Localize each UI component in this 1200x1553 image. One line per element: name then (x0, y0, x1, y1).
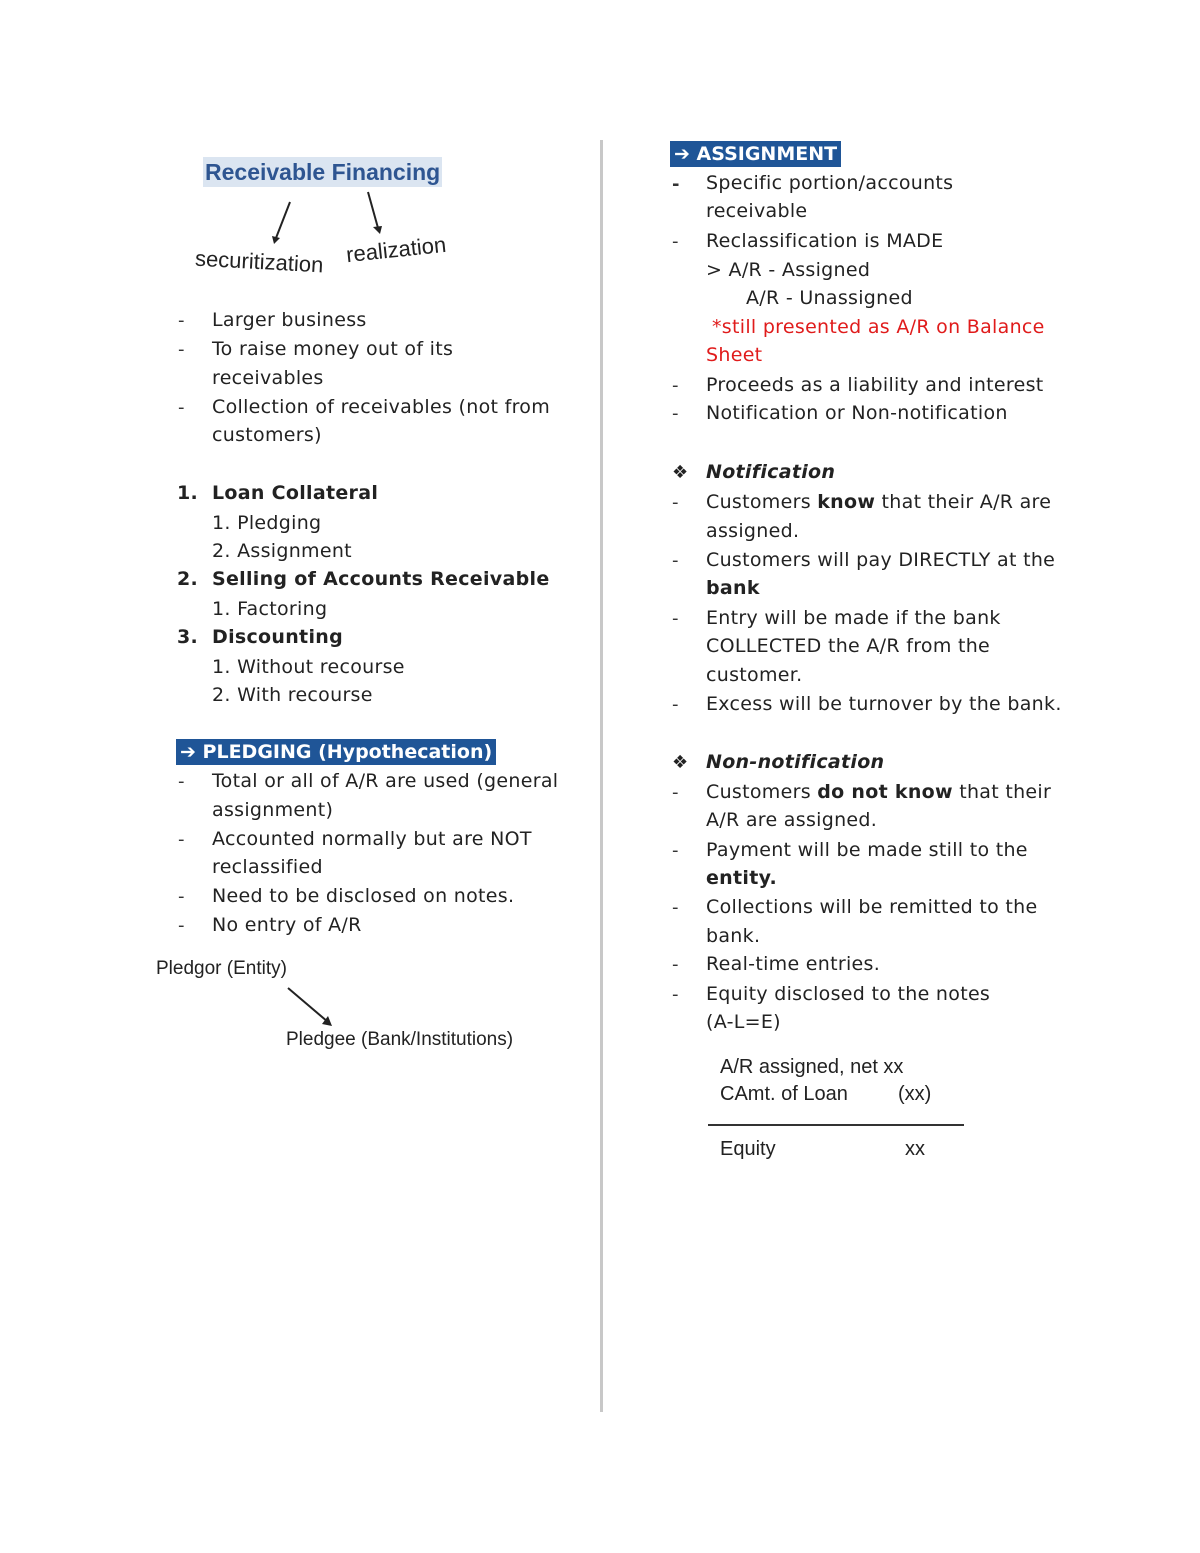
note-red: *still presented as A/R on Balance (712, 316, 1045, 338)
pledging-heading: ➔ PLEDGING (Hypothecation) (176, 739, 496, 765)
bullet-text: Excess will be turnover by the bank. (706, 693, 1062, 715)
bullet-text: To raise money out of its (212, 338, 454, 360)
bullet-text: Customers will pay DIRECTLY at the (706, 549, 1056, 571)
list-item-loan-collateral: Loan Collateral (212, 482, 379, 504)
bullet-text: assignment) (212, 799, 334, 821)
bullet-text: (A-L=E) (706, 1011, 781, 1033)
bullet-dash: - (672, 375, 679, 396)
bullet-dash: - (178, 771, 185, 792)
bullet-dash: - (672, 550, 679, 571)
bullet-dash: - (672, 608, 679, 629)
bullet-dash: - (672, 840, 679, 861)
calc-row-ar-assigned: A/R assigned, net xx (720, 1056, 904, 1078)
list-subitem: 1. Factoring (212, 598, 328, 620)
bullet-dash: - (178, 915, 185, 936)
bullet-dash: - (672, 231, 679, 252)
bullet-text: receivables (212, 367, 324, 389)
pledgee-label: Pledgee (Bank/Institutions) (286, 1029, 514, 1050)
bullet-text: COLLECTED the A/R from the (706, 635, 991, 657)
bullet-dash: - (672, 984, 679, 1005)
bullet-text: A/R - Unassigned (746, 287, 913, 309)
column-divider (600, 140, 603, 1412)
bullet-dash: - (672, 403, 679, 424)
list-number: 1. (177, 482, 199, 504)
nonnotification-heading: Non-notification (706, 751, 885, 773)
bullet-dash: - (672, 694, 679, 715)
list-subitem: 2. Assignment (212, 540, 352, 562)
list-item-selling: Selling of Accounts Receivable (212, 568, 550, 590)
bullet-dash: - (178, 310, 185, 331)
bullet-text (706, 867, 777, 889)
list-number: 3. (177, 626, 199, 648)
note-red: Sheet (706, 344, 763, 366)
bullet-dash: - (672, 174, 680, 195)
list-subitem: 1. Without recourse (212, 656, 405, 678)
bullet-dash: - (178, 397, 185, 418)
bullet-text (706, 491, 1051, 513)
pledgor-label: Pledgor (Entity) (156, 958, 287, 979)
text-part: . (769, 867, 778, 889)
list-subitem: 1. Pledging (212, 512, 322, 534)
bullet-text: bank. (706, 925, 761, 947)
text-bold: entity (706, 867, 770, 889)
bullet-text: customer. (706, 664, 803, 686)
text-bold: know (817, 491, 876, 513)
bullet-dash: - (672, 897, 679, 918)
bullet-dash: - (178, 829, 185, 850)
bullet-dash: - (672, 954, 679, 975)
bullet-dash: - (178, 339, 185, 360)
bullet-text: Notification or Non-notification (706, 402, 1008, 424)
text-part: that their A/R are (875, 491, 1052, 513)
title-receivable-financing: Receivable Financing (205, 159, 441, 185)
bullet-text: Accounted normally but are NOT (212, 828, 532, 850)
diamond-icon: ❖ (672, 462, 689, 483)
bullet-text: Real-time entries. (706, 953, 881, 975)
diamond-icon: ❖ (672, 752, 689, 773)
bullet-text: Entry will be made if the bank (706, 607, 1001, 629)
text-bold: do not know (817, 781, 953, 803)
bullet-text: assigned. (706, 520, 800, 542)
text-part: Customers (706, 491, 818, 513)
bullet-text: Reclassification is MADE (706, 230, 944, 252)
notification-heading: Notification (706, 461, 836, 483)
bullet-text: Specific portion/accounts (706, 172, 954, 194)
calc-row-equity-value: xx (905, 1138, 925, 1160)
bullet-text: > A/R - Assigned (706, 259, 871, 281)
bullet-dash: - (178, 886, 185, 907)
pledge-arrow (284, 984, 340, 1030)
calc-rule (708, 1124, 964, 1126)
calc-row-loan-label: CAmt. of Loan (720, 1083, 848, 1105)
bullet-dash: - (672, 782, 679, 803)
bullet-text: Collection of receivables (not from (212, 396, 551, 418)
assignment-heading: ➔ ASSIGNMENT (670, 141, 841, 167)
bullet-text: Proceeds as a liability and interest (706, 374, 1044, 396)
bullet-text: reclassified (212, 856, 323, 878)
bullet-text: Total or all of A/R are used (general (212, 770, 559, 792)
bullet-text: customers) (212, 424, 322, 446)
bullet-text: Larger business (212, 309, 367, 331)
bullet-text: Collections will be remitted to the (706, 896, 1038, 918)
bullet-text: Need to be disclosed on notes. (212, 885, 515, 907)
text-part: Customers (706, 781, 818, 803)
list-subitem: 2. With recourse (212, 684, 373, 706)
bullet-text: receivable (706, 200, 808, 222)
branch-realization: realization (344, 231, 448, 268)
calc-row-loan-value: (xx) (898, 1083, 932, 1105)
text-part: that their (952, 781, 1052, 803)
bullet-text (706, 781, 1051, 803)
bullet-text: Equity disclosed to the notes (706, 983, 991, 1005)
bullet-text: No entry of A/R (212, 914, 362, 936)
text-bold: bank (706, 577, 760, 599)
bullet-dash: - (672, 492, 679, 513)
calc-row-equity-label: Equity (720, 1138, 776, 1160)
bullet-text: Payment will be made still to the (706, 839, 1028, 861)
bullet-text: A/R are assigned. (706, 809, 878, 831)
list-number: 2. (177, 568, 199, 590)
branch-securitization: securitization (194, 245, 324, 278)
list-item-discounting: Discounting (212, 626, 343, 648)
